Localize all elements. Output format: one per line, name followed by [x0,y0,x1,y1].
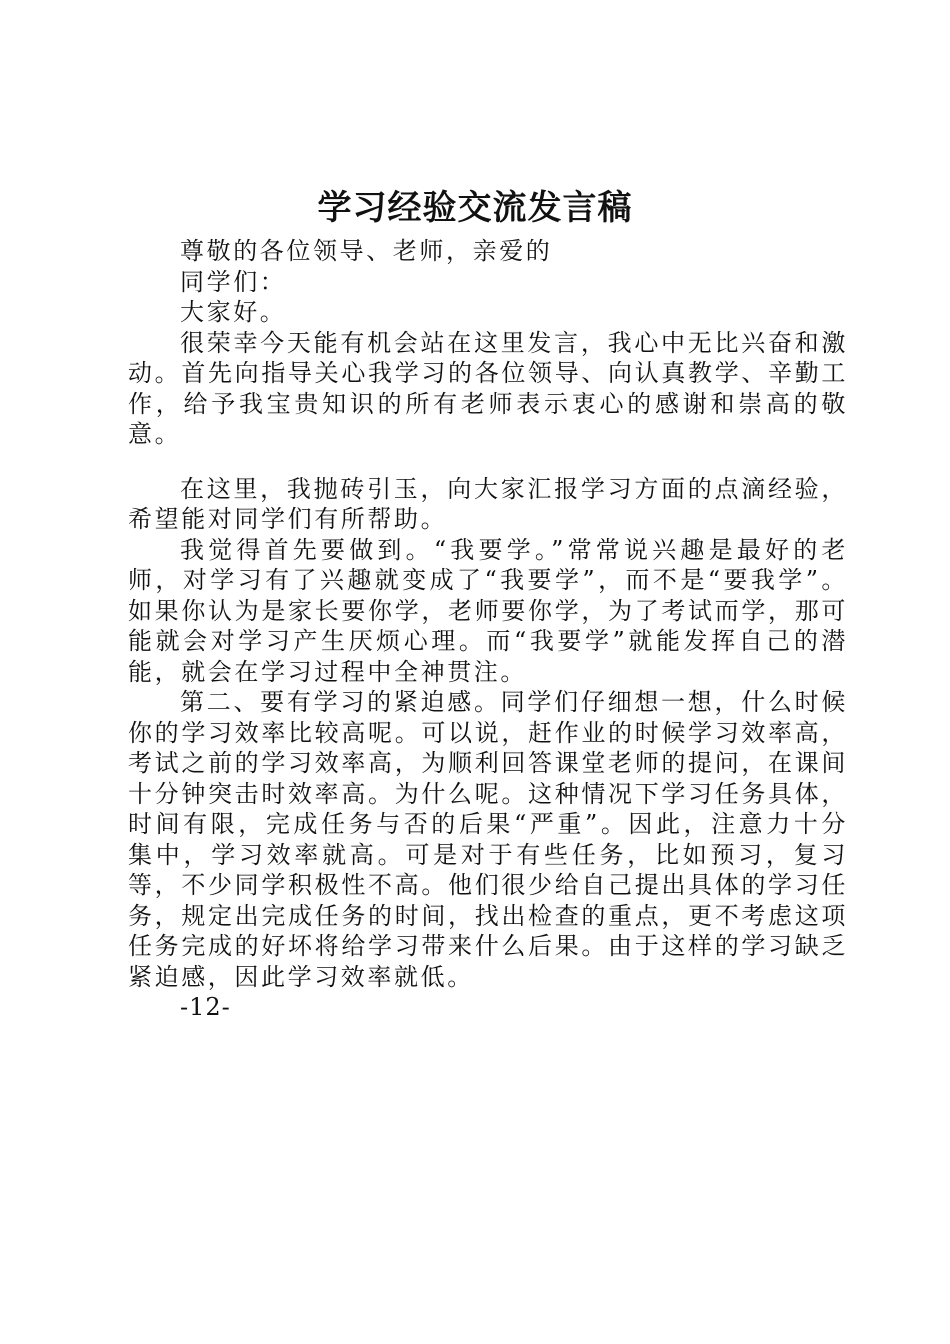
paragraph-urgency: 第二、要有学习的紧迫感。同学们仔细想一想，什么时候你的学习效率比较高呢。可以说，赶作业的时候学习效率高，考试之前的学习效率高，为顺利回答课堂老师的提问，在课间十分钟突击时效率高。为什么呢。这种情况下学习任务具体，时间有限，完成任务与否的后果“严重”。因此，注意力十分集中，学习效率就高。可是对于有些任务，比如预习，复习等，不少同学积极性不高。他们很少给自己提出具体的学习任务，规定出完成任务的时间，找出检查的重点，更不考虑这项任务完成的好坏将给学习带来什么后果。由于这样的学习缺乏紧迫感，因此学习效率就低。 [128,688,848,991]
paragraph-purpose: 在这里，我抛砖引玉，向大家汇报学习方面的点滴经验，希望能对同学们有所帮助。 [128,474,848,533]
document-title: 学习经验交流发言稿 [317,188,633,228]
salutation-line-2: 同学们： [180,267,287,296]
page-number: -12- [180,993,231,1021]
paragraph-interest: 我觉得首先要做到。“我要学。”常常说兴趣是最好的老师，对学习有了兴趣就变成了“我要学”，而不是“要我学”。如果你认为是家长要你学，老师要你学，为了考试而学，那可能就会对学习产生厌烦心理。而“我要学”就能发挥自己的潜能，就会在学习过程中全神贯注。 [128,535,848,686]
document-body [128,236,848,1023]
paragraph-intro: 很荣幸今天能有机会站在这里发言，我心中无比兴奋和激动。首先向指导关心我学习的各位领导、向认真教学、辛勤工作，给予我宝贵知识的所有老师表示衷心的感谢和崇高的敬意。 [128,328,848,448]
salutation-line-1: 尊敬的各位领导、老师，亲爱的 [180,237,553,265]
greeting-line: 大家好。 [180,298,287,326]
